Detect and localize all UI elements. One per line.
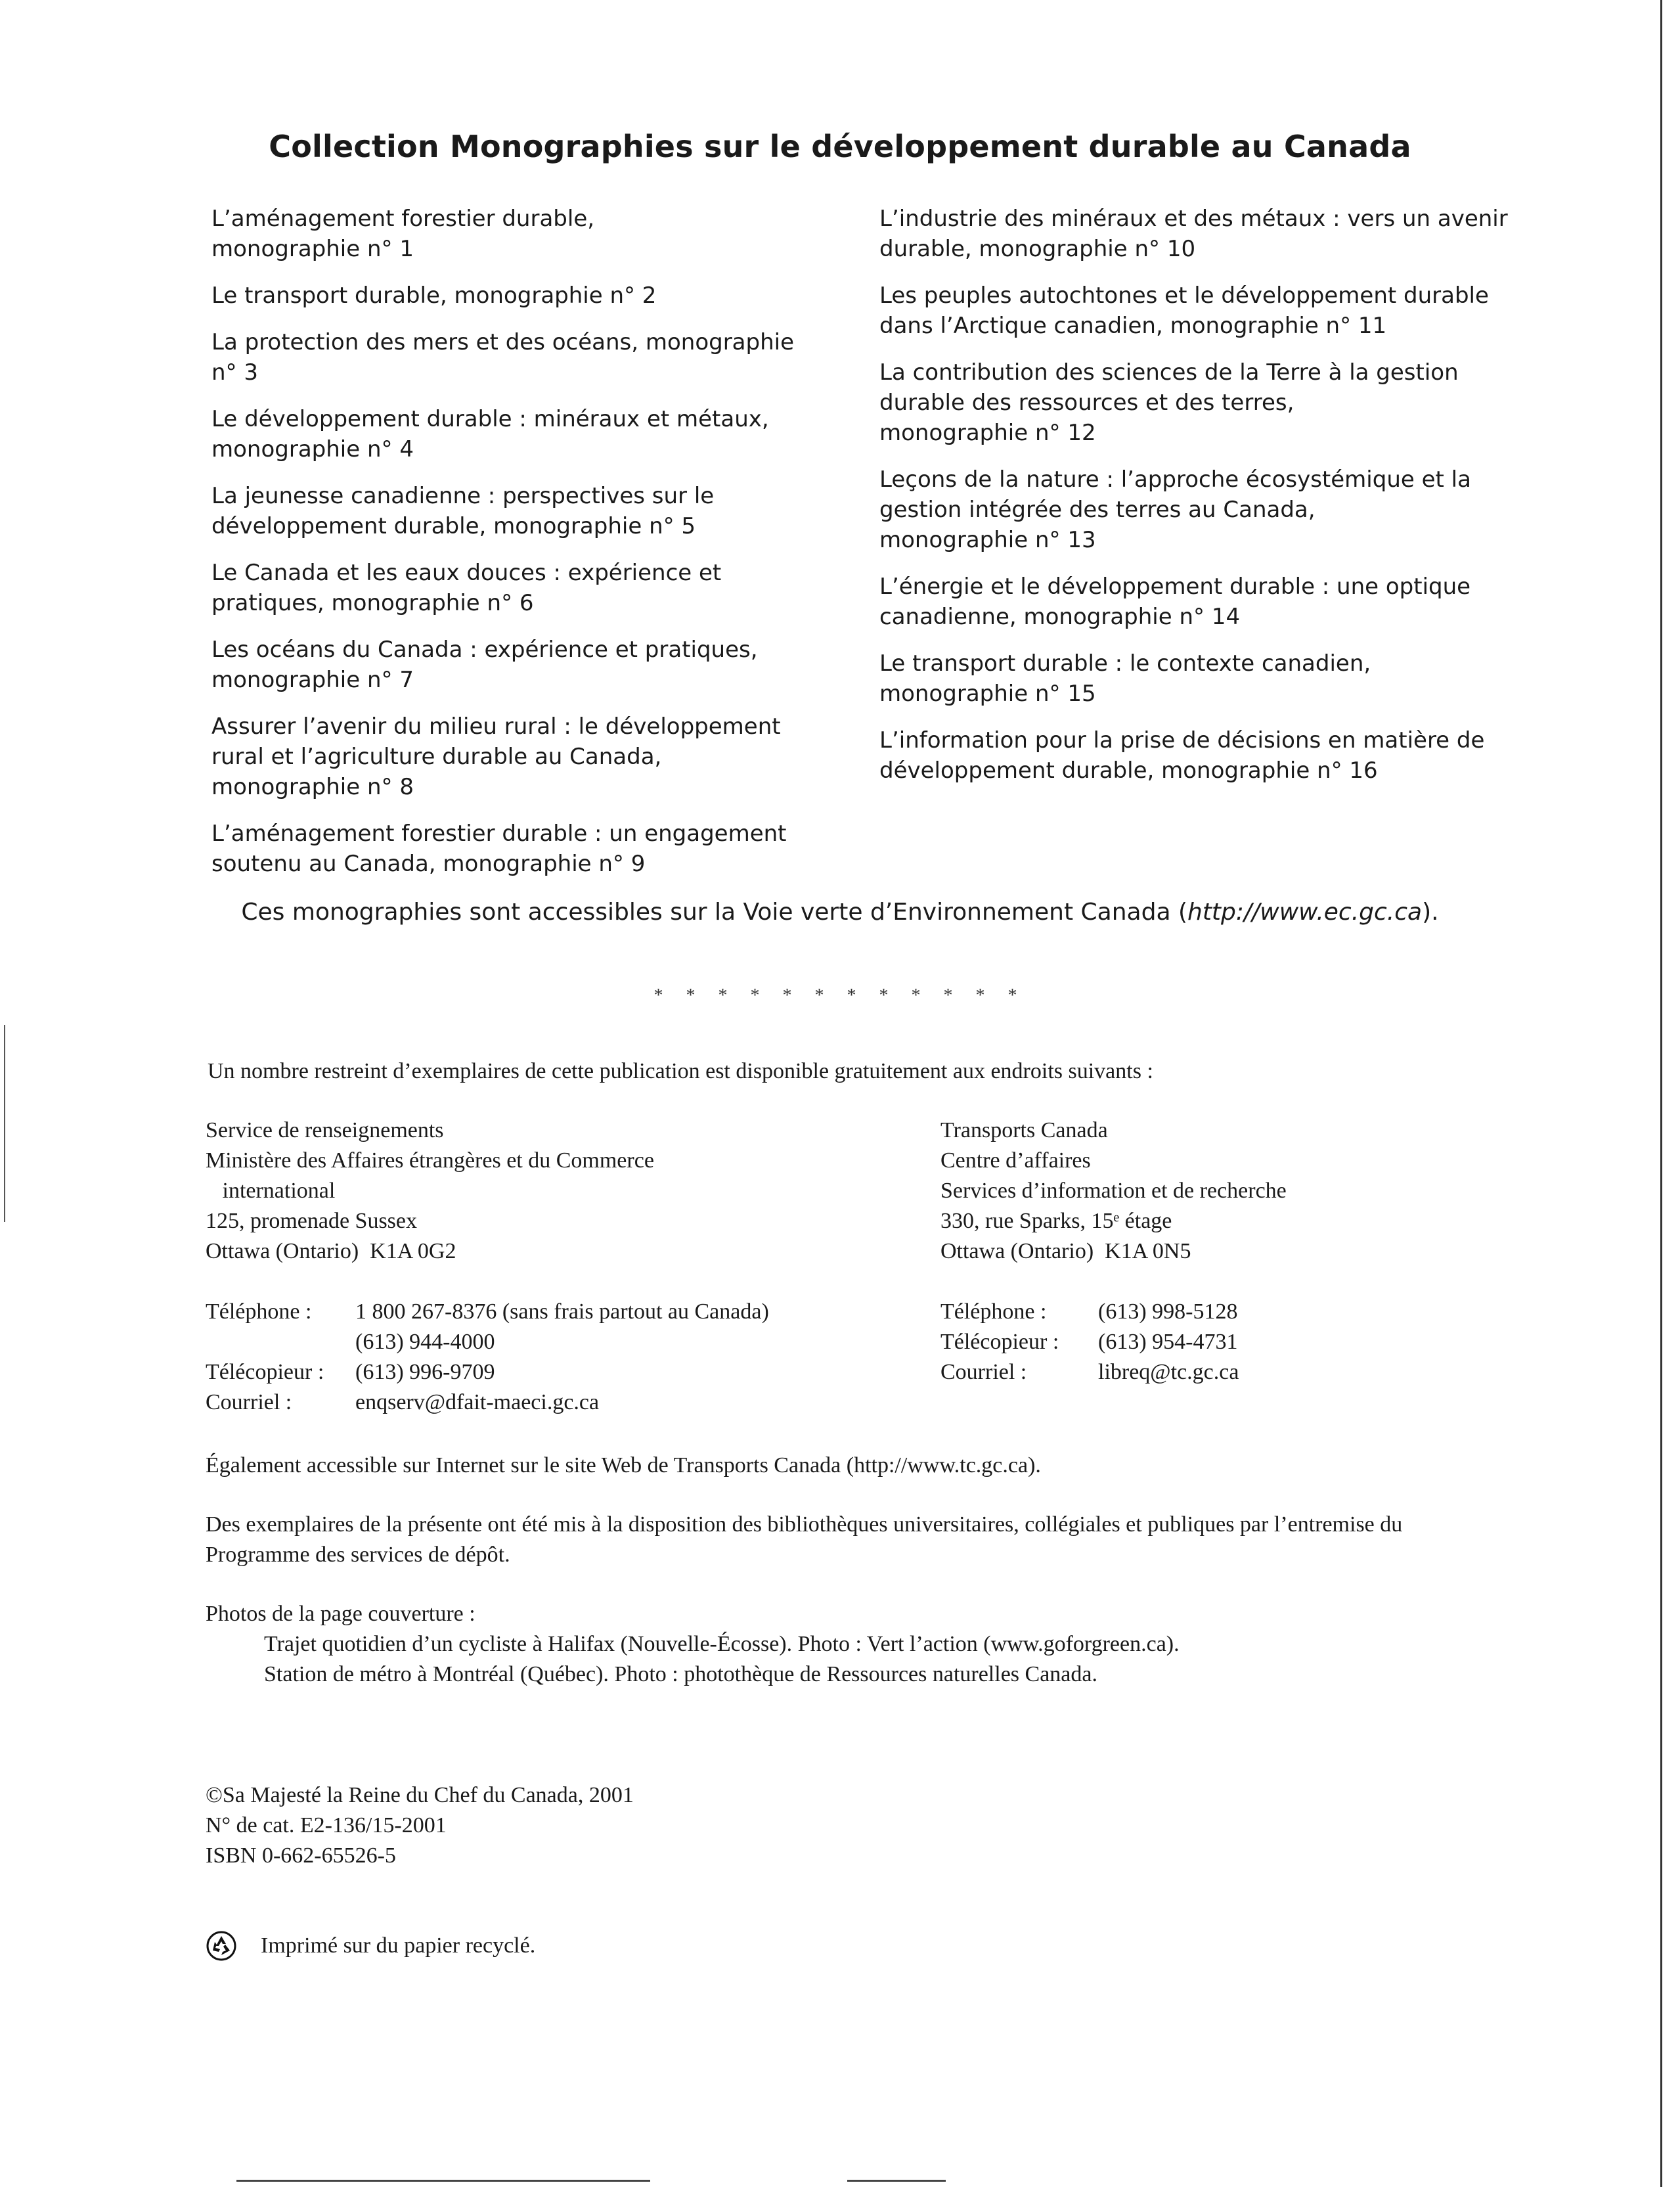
online-note-text: Ces monographies sont accessibles sur la Voie verte d’Environnement Canada ( — [241, 899, 1187, 926]
email-label: Courriel : — [206, 1390, 292, 1414]
scan-bottom-line — [236, 2180, 650, 2182]
fax-value: (613) 996-9709 — [355, 1360, 495, 1384]
recycled-note — [206, 1930, 535, 1962]
phone-label: Téléphone : — [206, 1299, 312, 1324]
phone-label: Téléphone : — [940, 1299, 1047, 1324]
list-item: L’énergie et le développement durable : une optique canadienne, monographie n° 14 — [879, 574, 1471, 630]
list-item: L’information pour la prise de décisions en matière de développement durable, monographie n° 16 — [879, 727, 1485, 784]
list-item: L’industrie des minéraux et des métaux : vers un avenir durable, monographie n° 10 — [879, 206, 1508, 262]
list-item: Le Canada et les eaux douces : expérience et pratiques, monographie n° 6 — [211, 560, 722, 616]
list-item: Les océans du Canada : expérience et pratiques, monographie n° 7 — [211, 637, 758, 693]
address-right: Transports Canada Centre d’affaires Services d’information et de recherche 330, rue Sparks, 15ᵉ étage Ottawa (Ontario) K1A 0N5 — [940, 1118, 1287, 1263]
list-item: Trajet quotidien d’un cycliste à Halifax (Nouvelle-Écosse). Photo : Vert l’action (www.goforgreen.ca). — [264, 1632, 1180, 1656]
online-note-url: http://www.ec.gc.ca — [1187, 899, 1423, 926]
list-item: Le transport durable : le contexte canadien, monographie n° 15 — [879, 650, 1371, 707]
photos-list — [264, 1629, 1180, 1690]
list-item: Station de métro à Montréal (Québec). Photo : photothèque de Ressources naturelles Canada. — [264, 1662, 1097, 1686]
separator: * * * * * * * * * * * * — [653, 985, 1027, 1006]
list-item: L’aménagement forestier durable, monographie n° 1 — [211, 206, 595, 262]
list-item: Leçons de la nature : l’approche écosystémique et la gestion intégrée des terres au Canada, monographie n° 13 — [879, 466, 1471, 553]
list-item: La contribution des sciences de la Terre à la gestion durable des ressources et des terres, monographie n° 12 — [879, 359, 1459, 446]
online-availability-note — [0, 899, 1680, 926]
list-item: La jeunesse canadienne : perspectives sur le développement durable, monographie n° 5 — [211, 483, 715, 539]
list-item: Les peuples autochtones et le développement durable dans l’Arctique canadien, monographie n° 11 — [879, 282, 1489, 339]
phone-value-2: (613) 944-4000 — [355, 1330, 495, 1354]
contact-right — [940, 1297, 1239, 1387]
list-item: Le transport durable, monographie n° 2 — [211, 282, 657, 309]
catalogue-number: N° de cat. E2-136/15-2001 — [206, 1813, 447, 1838]
list-item: L’aménagement forestier durable : un engagement soutenu au Canada, monographie n° 9 — [211, 821, 787, 877]
fax-value: (613) 954-4731 — [1098, 1330, 1238, 1354]
isbn: ISBN 0-662-65526-5 — [206, 1843, 396, 1868]
libraries-note: Des exemplaires de la présente ont été mis à la disposition des bibliothèques universitaires, collégiales et publiques par l’entremise du Programme des services de dépôt. — [206, 1512, 1403, 1567]
scan-edge-line — [4, 1025, 5, 1222]
email-label: Courriel : — [940, 1360, 1027, 1384]
scan-edge-line — [1660, 0, 1662, 2187]
fax-label: Télécopieur : — [206, 1360, 324, 1384]
scan-bottom-line — [847, 2180, 946, 2182]
page-title: Collection Monographies sur le développement durable au Canada — [269, 129, 1411, 164]
online-note-suffix: ). — [1422, 899, 1439, 926]
also-online-note: Également accessible sur Internet sur le site Web de Transports Canada (http://www.tc.gc.ca). — [206, 1453, 1041, 1477]
phone-value: 1 800 267-8376 (sans frais partout au Canada) — [355, 1299, 769, 1324]
list-item: La protection des mers et des océans, monographie n° 3 — [211, 329, 795, 386]
recycled-text: Imprimé sur du papier recyclé. — [261, 1933, 536, 1958]
monograph-list-left — [211, 204, 803, 895]
address-left: Service de renseignements Ministère des Affaires étrangères et du Commerce international 125, promenade Sussex Ottawa (Ontario) K1A 0G2 — [206, 1118, 654, 1263]
email-value: libreq@tc.gc.ca — [1098, 1360, 1239, 1384]
recycle-icon — [206, 1930, 237, 1962]
fax-label: Télécopieur : — [940, 1330, 1059, 1354]
list-item: Assurer l’avenir du milieu rural : le développement rural et l’agriculture durable au Canada, monographie n° 8 — [211, 713, 781, 800]
monograph-list-right — [879, 204, 1510, 802]
email-value: enqserv@dfait-maeci.gc.ca — [355, 1390, 600, 1414]
free-copies-note: Un nombre restreint d’exemplaires de cette publication est disponible gratuitement aux endroits suivants : — [208, 1059, 1153, 1083]
copyright-line: ©Sa Majesté la Reine du Chef du Canada, 2001 — [206, 1783, 634, 1807]
copyright-block — [206, 1780, 634, 1871]
photos-label: Photos de la page couverture : — [206, 1602, 475, 1626]
contact-left — [206, 1297, 769, 1418]
phone-value: (613) 998-5128 — [1098, 1299, 1238, 1324]
list-item: Le développement durable : minéraux et métaux, monographie n° 4 — [211, 406, 769, 462]
